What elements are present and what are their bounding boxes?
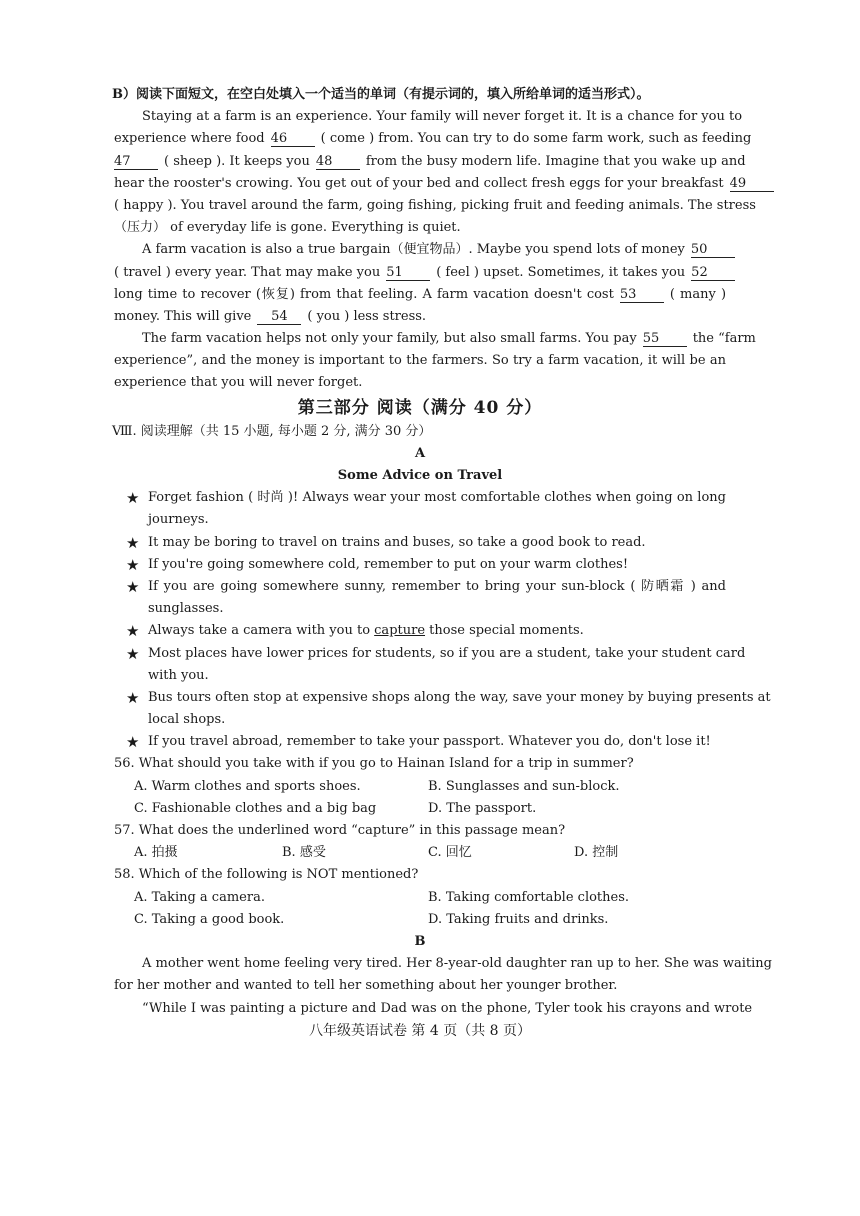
option-57-b[interactable]: B. 感受 — [282, 845, 326, 861]
cloze-line-9: long time to recover (恢复) from that feeling. A farm vacation doesn't cost 53 ( many ) — [114, 286, 727, 302]
tip-2: ★ It may be boring to travel on trains and buses, so take a good book to read. — [114, 532, 726, 554]
star-icon: ★ — [126, 489, 140, 508]
blank-50[interactable]: 50 — [691, 243, 735, 258]
option-58-d[interactable]: D. Taking fruits and drinks. — [428, 911, 609, 927]
blank-47[interactable]: 47 — [114, 155, 158, 170]
section8-heading: Ⅷ. 阅读理解（共 15 小题, 每小题 2 分, 满分 30 分） — [112, 423, 432, 439]
cloze-line-7: A farm vacation is also a true bargain（便宜物品）. Maybe you spend lots of money 50 — [114, 239, 726, 261]
option-58-c[interactable]: C. Taking a good book. — [134, 911, 285, 927]
option-56-a[interactable]: A. Warm clothes and sports shoes. — [134, 778, 361, 794]
tip-3: ★ If you're going somewhere cold, remember to put on your warm clothes! — [114, 554, 726, 576]
tip-1: ★ Forget fashion ( 时尚 )! Always wear your most comfortable clothes when going on long — [114, 487, 726, 509]
tip-8: ★ If you travel abroad, remember to take your passport. Whatever you do, don't lose it! — [114, 731, 726, 753]
blank-48[interactable]: 48 — [316, 155, 360, 170]
star-icon: ★ — [126, 577, 140, 596]
tip-6: ★ Most places have lower prices for students, so if you are a student, take your student card — [114, 643, 726, 665]
question-58-options-row-1 — [114, 887, 726, 909]
passage-b-line-1: A mother went home feeling very tired. Her 8-year-old daughter ran up to her. She was waiting — [142, 956, 772, 972]
passage-b-letter: B — [414, 933, 426, 949]
tip-4: ★ If you are going somewhere sunny, remember to bring your sun-block ( 防晒霜 ) and — [114, 576, 726, 598]
blank-55[interactable]: 55 — [643, 332, 687, 347]
cloze-line-11: The farm vacation helps not only your family, but also small farms. You pay 55 the “farm — [142, 331, 756, 347]
star-icon: ★ — [126, 622, 140, 641]
question-56-options-row-1 — [114, 776, 726, 798]
blank-49[interactable]: 49 — [730, 177, 774, 192]
tip-7-cont: local shops. — [148, 712, 226, 728]
tip-7: ★ Bus tours often stop at expensive shops along the way, save your money by buying presents at — [114, 687, 726, 709]
page-content — [112, 84, 772, 1042]
option-57-a[interactable]: A. 拍摄 — [134, 845, 178, 861]
blank-53[interactable]: 53 — [620, 288, 664, 303]
cloze-line-13: experience that you will never forget. — [114, 375, 363, 391]
tip-5: ★ Always take a camera with you to capture those special moments. — [114, 620, 726, 642]
question-58-options-row-2 — [114, 909, 726, 931]
cloze-line-6: （压力） of everyday life is gone. Everything is quiet. — [114, 220, 461, 236]
passage-b-line-2: for her mother and wanted to tell her something about her younger brother. — [114, 978, 618, 994]
option-56-b[interactable]: B. Sunglasses and sun-block. — [428, 778, 620, 794]
option-57-d[interactable]: D. 控制 — [574, 845, 619, 861]
passage-a-letter: A — [414, 445, 426, 461]
star-icon: ★ — [126, 733, 140, 752]
blank-46[interactable]: 46 — [271, 132, 315, 147]
passage-b-line-3: “While I was painting a picture and Dad was on the phone, Tyler took his crayons and wrote — [142, 1000, 753, 1016]
tip-4-cont: sunglasses. — [148, 601, 224, 617]
tip-6-cont: with you. — [148, 667, 209, 683]
option-56-d[interactable]: D. The passport. — [428, 800, 537, 816]
tip-1-cont: journeys. — [148, 512, 209, 528]
question-57-options — [114, 842, 726, 864]
question-58-stem: 58. Which of the following is NOT mentioned? — [114, 867, 419, 883]
question-57-stem: 57. What does the underlined word “capture” in this passage mean? — [114, 823, 566, 838]
option-57-c[interactable]: C. 回忆 — [428, 845, 472, 861]
option-56-c[interactable]: C. Fashionable clothes and a big bag — [134, 800, 377, 816]
option-58-a[interactable]: A. Taking a camera. — [134, 889, 265, 905]
blank-51[interactable]: 51 — [386, 266, 430, 281]
question-56-options-row-2 — [114, 798, 726, 820]
cloze-instruction: B）阅读下面短文，在空白处填入一个适当的单词（有提示词的，填入所给单词的适当形式）。 — [112, 87, 650, 102]
cloze-line-3: 47 ( sheep ). It keeps you 48 from the busy modern life. Imagine that you wake up and — [114, 153, 746, 169]
cloze-line-2: experience where food 46 ( come ) from. You can try to do some farm work, such as feeding — [114, 131, 752, 147]
blank-52[interactable]: 52 — [691, 266, 735, 281]
cloze-line-10: money. This will give 54 ( you ) less stress. — [114, 308, 427, 324]
underlined-word-capture: capture — [374, 623, 426, 639]
blank-54[interactable]: 54 — [257, 310, 301, 325]
passage-a-title: Some Advice on Travel — [337, 468, 503, 483]
cloze-line-4: hear the rooster's crowing. You get out of your bed and collect fresh eggs for your breakfast 49 — [114, 173, 726, 195]
star-icon: ★ — [126, 555, 140, 574]
cloze-line-8: ( travel ) every year. That may make you 51 ( feel ) upset. Sometimes, it takes you 52 — [114, 262, 726, 284]
part3-title: 第三部分 阅读（满分 40 分） — [297, 397, 543, 418]
page-footer: 八年级英语试卷 第 4 页（共 8 页） — [308, 1022, 532, 1039]
star-icon: ★ — [126, 533, 140, 552]
question-56-stem: 56. What should you take with if you go to Hainan Island for a trip in summer? — [114, 756, 634, 772]
star-icon: ★ — [126, 644, 140, 663]
cloze-line-12: experience”, and the money is important to the farmers. So try a farm vacation, it will be an — [114, 353, 726, 369]
cloze-line-1: Staying at a farm is an experience. Your family will never forget it. It is a chance for you to — [142, 109, 743, 125]
option-58-b[interactable]: B. Taking comfortable clothes. — [428, 889, 630, 905]
cloze-line-5: ( happy ). You travel around the farm, going fishing, picking fruit and feeding animals. The stress — [114, 197, 756, 213]
star-icon: ★ — [126, 688, 140, 707]
